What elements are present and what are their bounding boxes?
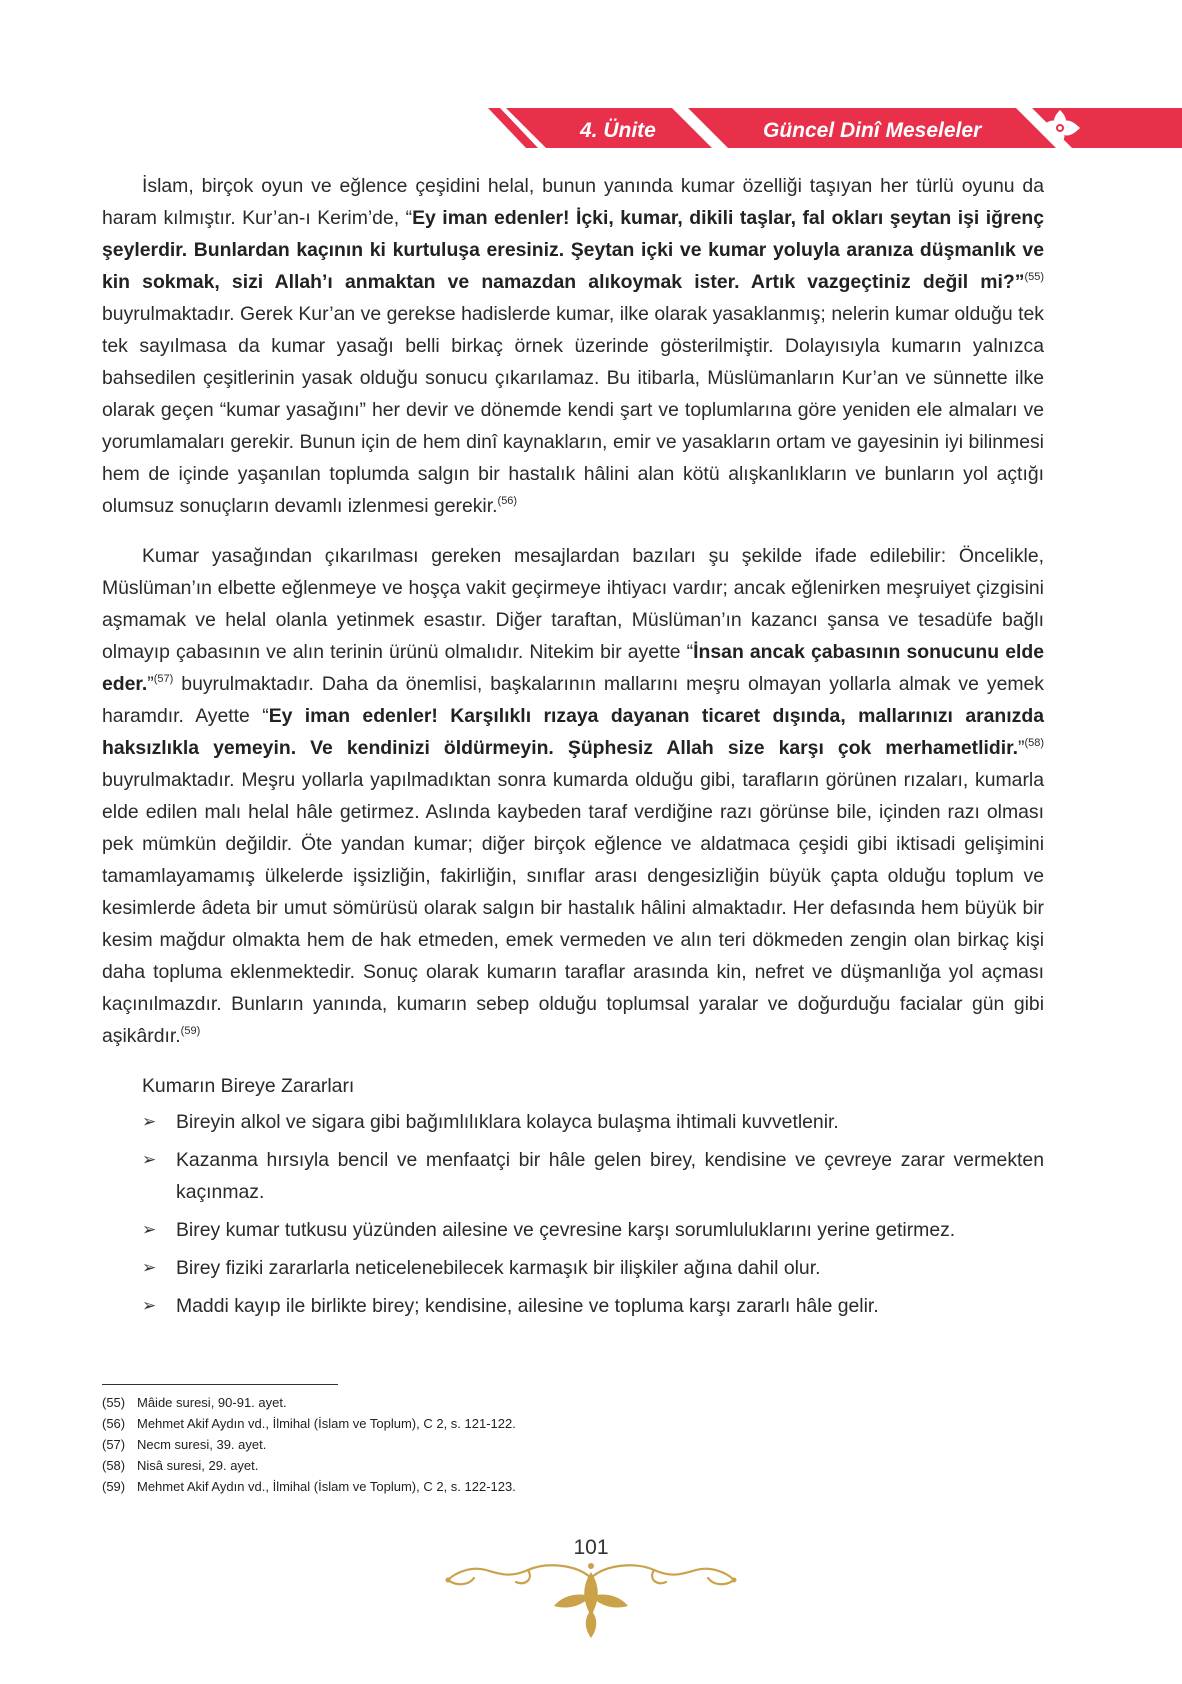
list-item-text: Birey fiziki zararlarla neticelenebilecek karmaşık bir ilişkiler ağına dahil olur. bbox=[176, 1257, 821, 1279]
gold-scroll-ornament-icon bbox=[436, 1556, 746, 1642]
footnote-text: Mâide suresi, 90-91. ayet. bbox=[137, 1395, 287, 1410]
footnote bbox=[102, 1434, 902, 1455]
arrow-bullet-icon: ➢ bbox=[142, 1150, 157, 1170]
arrow-bullet-icon: ➢ bbox=[142, 1112, 157, 1132]
unit-label: 4. Ünite bbox=[580, 119, 656, 142]
quote-mark: ” bbox=[147, 673, 154, 695]
quote-mark: ” bbox=[1017, 737, 1025, 759]
footnote-text: Mehmet Akif Aydın vd., İlmihal (İslam ve Toplum), C 2, s. 121-122. bbox=[137, 1416, 516, 1431]
footnote-number: (57) bbox=[102, 1437, 126, 1452]
arrow-bullet-icon: ➢ bbox=[142, 1220, 157, 1240]
body-paragraph bbox=[102, 170, 1044, 522]
text-run: buyrulmaktadır. Gerek Kur’an ve gerekse hadislerde kumar, ilke olarak yasaklanmış; nelerin kumar olduğu tek tek sayılmasa da kumar yasağı belli birkaç örnek üzerinde gösterilmiştir. Dolayısıyla kumarın yalnızca bahsedilen çeşitlerinin yasak olduğu sonucu çıkarılamaz. Bu itibarla, Müslümanların Kur’an ve sünnette ilke olarak geçen “kumar yasağını” her devir ve dönemde kendi şart ve toplumlarına göre yeniden ele almaları ve yorumlamaları gerekir. Bunun için de hem dinî kaynakların, emir ve yasakların ortam ve gayesinin iyi bilinmesi hem de içinde yaşanılan toplumda salgın bir hastalık hâlini alan kötü alışkanlıkların ve bunların yol açtığı olumsuz sonuçların devamlı izlenmesi gerekir. bbox=[102, 303, 1044, 517]
footnote-ref[interactable]: (55) bbox=[1024, 271, 1044, 283]
list-item-text: Kazanma hırsıyla bencil ve menfaatçi bir hâle gelen birey, kendisine ve çevreye zarar vermekten kaçınmaz. bbox=[176, 1149, 1044, 1203]
footnote-text: Necm suresi, 39. ayet. bbox=[137, 1437, 267, 1452]
chapter-title: Güncel Dinî Meseleler bbox=[763, 119, 982, 142]
list-item-text: Birey kumar tutkusu yüzünden ailesine ve çevresine karşı sorumluluklarını yerine getirmez. bbox=[176, 1219, 956, 1241]
quote-run: Ey iman edenler! İçki, kumar, dikili taşlar, fal okları şeytan işi iğrenç şeylerdir. Bunlardan kaçının ki kurtuluşa eresiniz. Şeytan içki ve kumar yoluyla aranıza düşmanlık ve kin sokmak, sizi Allah’ı anmaktan ve namazdan alıkoymak ister. Artık vazgeçtiniz değil mi? bbox=[102, 207, 1044, 293]
footnote bbox=[102, 1476, 902, 1497]
footnote-ref[interactable]: (56) bbox=[497, 495, 518, 507]
list-item-text: Maddi kayıp ile birlikte birey; kendisine, ailesine ve topluma karşı zararlı hâle gelir. bbox=[176, 1295, 879, 1317]
footnote-number: (59) bbox=[102, 1479, 126, 1494]
arrow-bullet-icon: ➢ bbox=[142, 1258, 157, 1278]
list-item bbox=[102, 1290, 1044, 1322]
main-content bbox=[102, 170, 1044, 1328]
footnote-text: Nisâ suresi, 29. ayet. bbox=[137, 1458, 259, 1473]
quote-mark: ” bbox=[1014, 271, 1025, 293]
footnote-ref[interactable]: (58) bbox=[1024, 737, 1044, 749]
harms-list bbox=[102, 1106, 1044, 1322]
list-item-text: Bireyin alkol ve sigara gibi bağımlılıklara kolayca bulaşma ihtimali kuvvetlenir. bbox=[176, 1111, 839, 1133]
quote-run: Ey iman edenler! Karşılıklı rızaya dayanan ticaret dışında, mallarınızı aranızda haksızlıkla yemeyin. Ve kendinizi öldürmeyin. Şüphesiz Allah size karşı çok merhametlidir. bbox=[102, 705, 1044, 759]
footnote-ref[interactable]: (57) bbox=[153, 673, 174, 685]
list-item bbox=[102, 1106, 1044, 1138]
text-run: buyrulmaktadır. Meşru yollarla yapılmadıktan sonra kumarda olduğu gibi, tarafların görünen rızaları, kumarla elde edilen malı helal hâle getirmez. Aslında kaybeden taraf verdiğine razı görünse bile, içinden razı olması pek mümkün değildir. Öte yandan kumar; diğer birçok eğlence ve aldatmaca çeşidi gibi iktisadi gelişimini tamamlayamamış ülkelerde işsizliğin, fakirliğin, sınıflar arası dengesizliğin büyük çapta olduğu toplum ve kesimlerde âdeta bir umut sömürüsü olarak salgın bir hastalık hâlini almaktadır. Her defasında hem büyük bir kesim mağdur olmakta hem de hak etmeden, emek vermeden ve alın teri dökmeden zengin olan birkaç kişi daha topluma eklenmektedir. Sonuç olarak kumarın taraflar arasında kin, nefret ve düşmanlığa yol açması kaçınılmazdır. Bunların yanında, kumarın sebep olduğu toplumsal yaralar ve doğurduğu facialar gün gibi aşikârdır. bbox=[102, 769, 1044, 1047]
footnotes bbox=[102, 1392, 902, 1497]
footnote-number: (58) bbox=[102, 1458, 126, 1473]
arrow-bullet-icon: ➢ bbox=[142, 1296, 157, 1316]
footnote-divider bbox=[102, 1384, 338, 1385]
chapter-header bbox=[0, 0, 1182, 170]
footnote-ref[interactable]: (59) bbox=[180, 1025, 201, 1037]
quote-run: İnsan ancak çabasının sonucunu elde eder. bbox=[102, 641, 1044, 695]
body-paragraph bbox=[102, 540, 1044, 1052]
header-band-graphic bbox=[0, 0, 1182, 170]
footnote-text: Mehmet Akif Aydın vd., İlmihal (İslam ve Toplum), C 2, s. 122-123. bbox=[137, 1479, 516, 1494]
footnote bbox=[102, 1392, 902, 1413]
footnote bbox=[102, 1455, 902, 1476]
footnote bbox=[102, 1413, 902, 1434]
text-run: Kumar yasağından çıkarılması gereken mesajlardan bazıları şu şekilde ifade edilebilir: Öncelikle, Müslüman’ın elbette eğlenmeye ve hoşça vakit geçirmeye ihtiyacı vardır; ancak eğlenirken meşruiyet çizgisini aşmamak ve helal olanla yetinmek esastır. Diğer taraftan, Müslüman’ın kazancı şansa ve tesadüfe bağlı olmayıp çabasının ve alın terinin ürünü olmalıdır. Nitekim bir ayette “ bbox=[102, 545, 1044, 663]
section-title: Kumarın Bireye Zararları bbox=[142, 1075, 355, 1097]
text-run: İslam, birçok oyun ve eğlence çeşidini helal, bunun yanında kumar özelliği taşıyan her türlü oyunu da haram kılmıştır. Kur’an-ı Kerim’de, “ bbox=[102, 175, 1044, 229]
list-item bbox=[102, 1214, 1044, 1246]
page-number: 101 bbox=[573, 1536, 609, 1559]
footnote-number: (55) bbox=[102, 1395, 126, 1410]
footnote-number: (56) bbox=[102, 1416, 126, 1431]
text-run: buyrulmaktadır. Daha da önemlisi, başkalarının mallarını meşru olmayan yollarla almak ve yemek haramdır. Ayette “ bbox=[102, 673, 1044, 727]
list-item bbox=[102, 1144, 1044, 1208]
list-item bbox=[102, 1252, 1044, 1284]
